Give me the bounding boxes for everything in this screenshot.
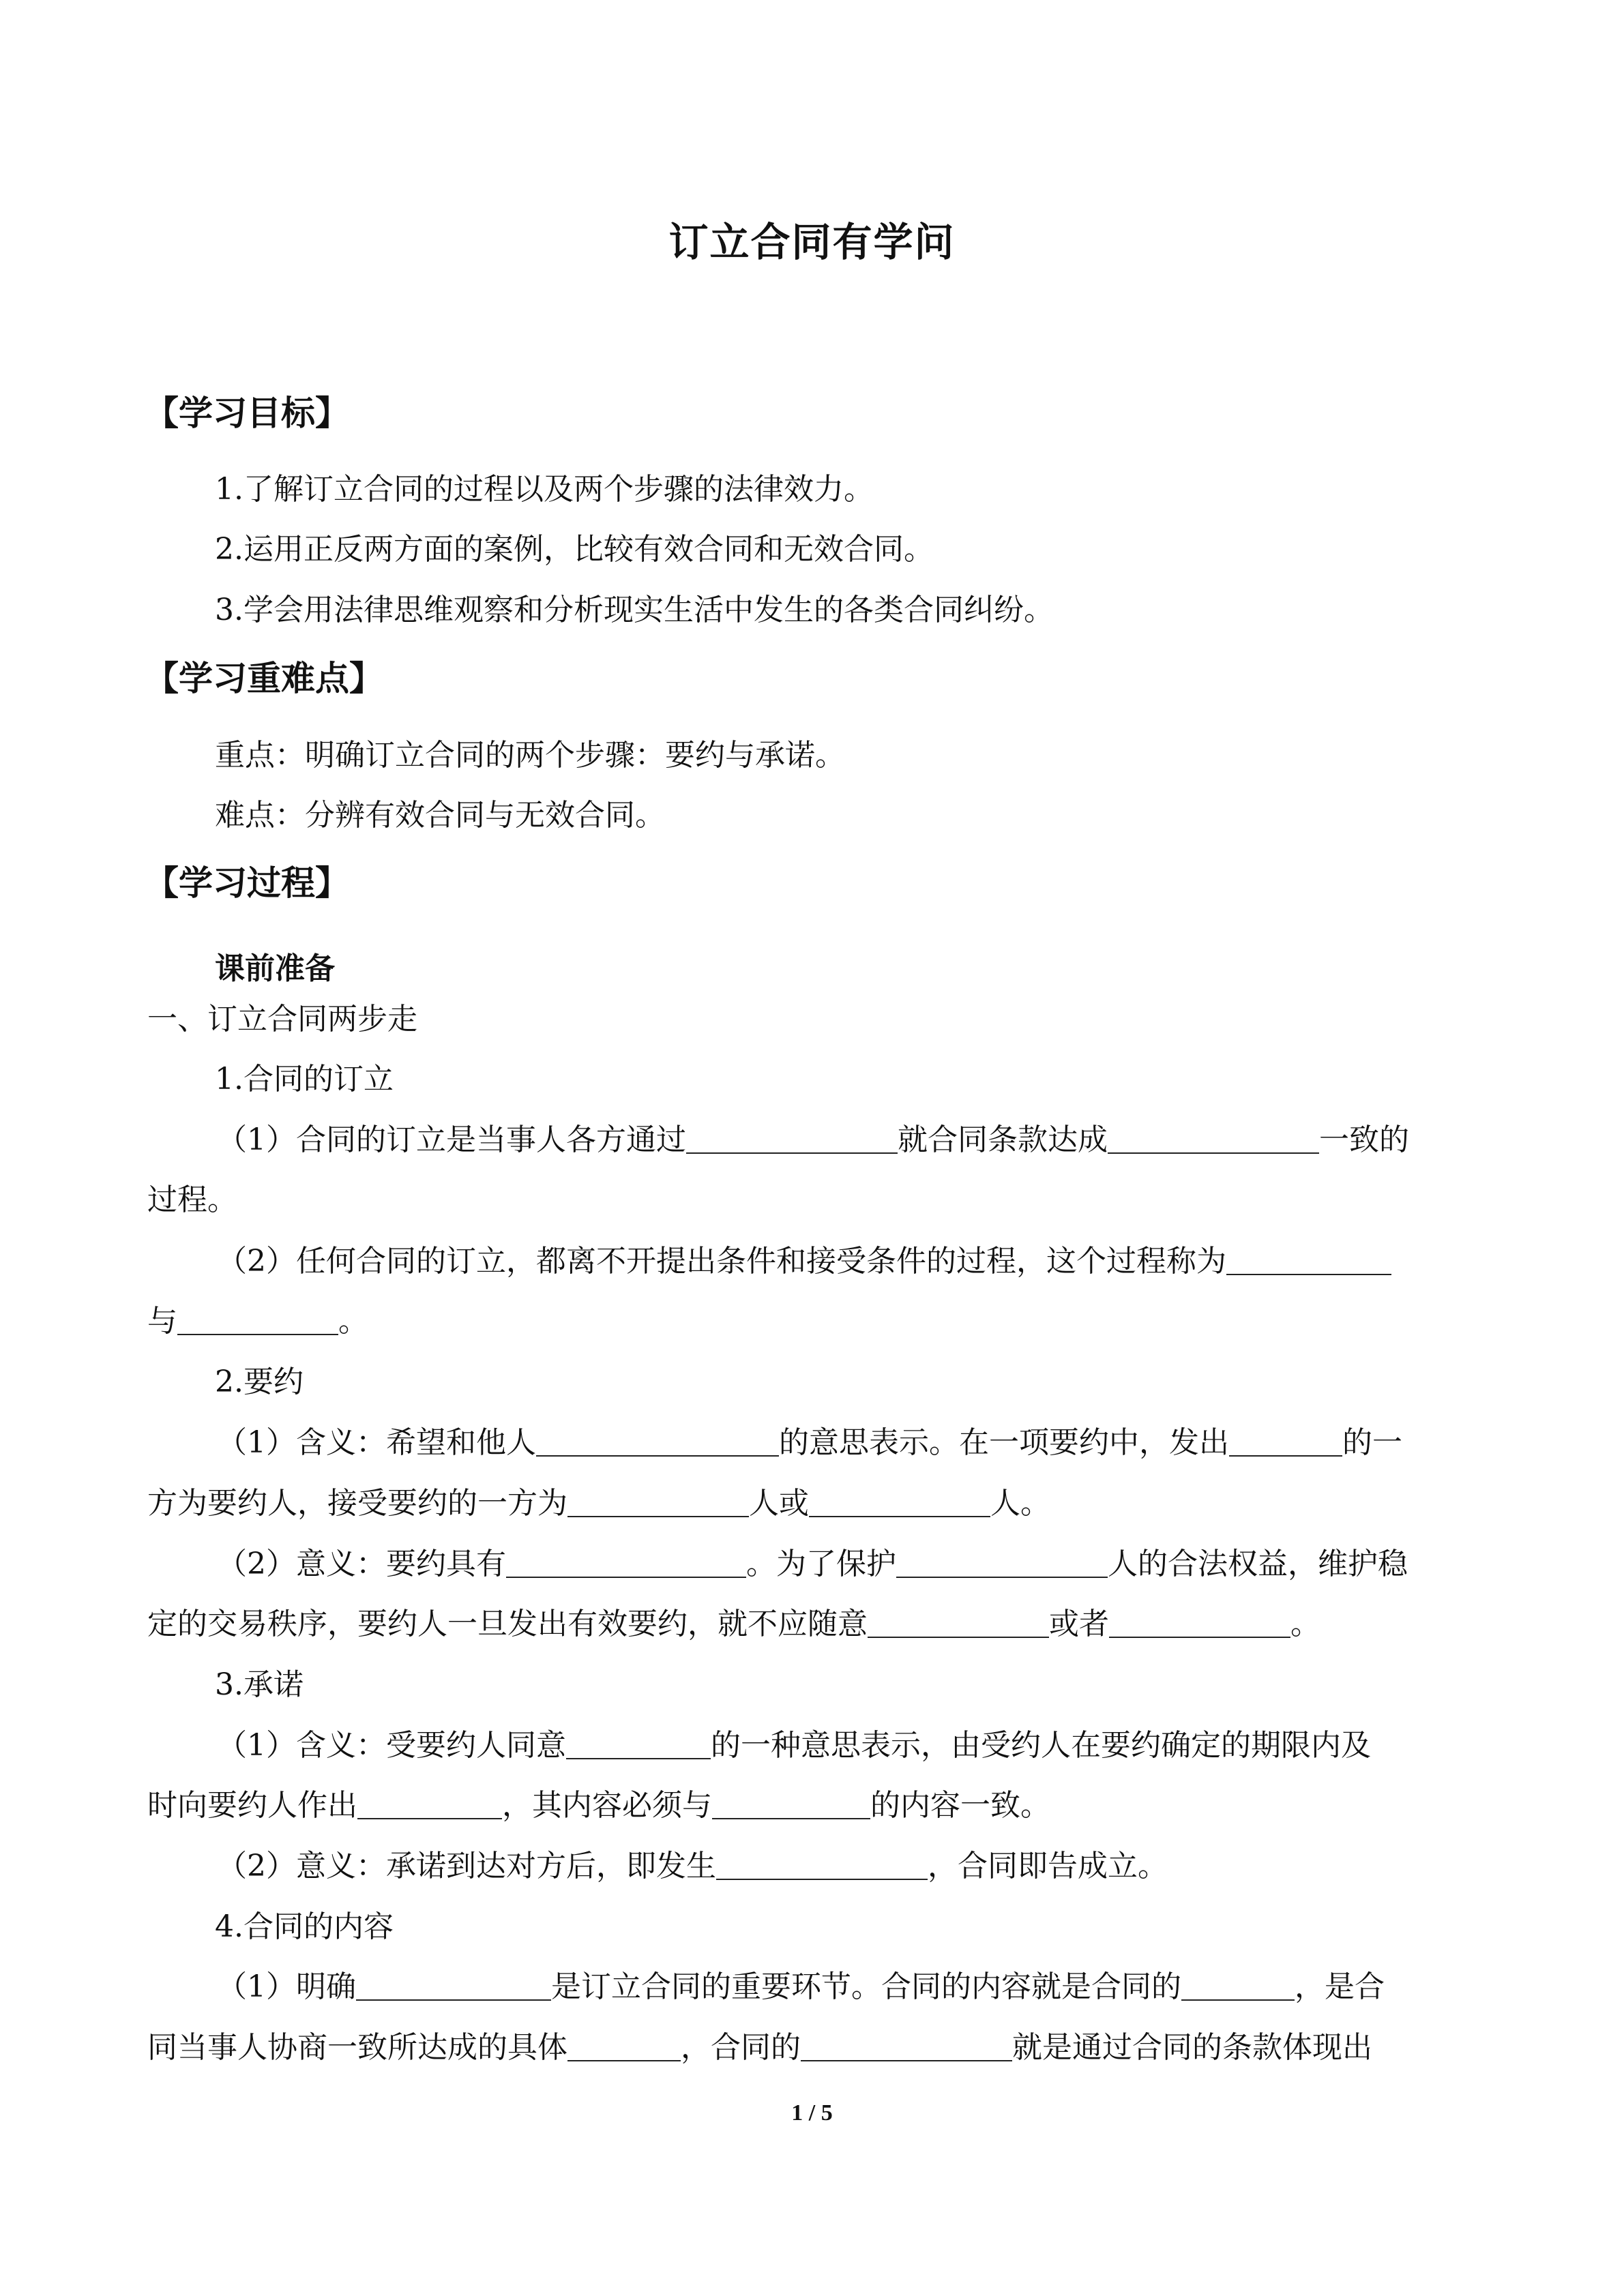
- fill-blank[interactable]: [357, 1788, 502, 1819]
- subsection-4-heading: 4.合同的内容: [215, 1909, 394, 1944]
- text: 。: [338, 1304, 368, 1339]
- text: ，合同即告成立。: [928, 1849, 1168, 1883]
- section-heading-difficulty: 【学习重难点】: [145, 659, 383, 698]
- text: 的内容一致。: [870, 1788, 1050, 1823]
- paragraph-2-2-line-1: [217, 1544, 1408, 1585]
- text: （1）明确: [217, 1969, 356, 2004]
- text: （1）含义：希望和他人: [217, 1425, 536, 1460]
- text: ，合同的: [681, 2030, 801, 2065]
- goal-item-3: 3.学会用法律思维观察和分析现实生活中发生的各类合同纠纷。: [215, 593, 1054, 627]
- text: 与: [147, 1304, 177, 1339]
- prep-heading: 课前准备: [215, 951, 335, 986]
- fill-blank[interactable]: [801, 2030, 1012, 2061]
- text: 或者: [1049, 1607, 1109, 1641]
- text: 人。: [990, 1486, 1050, 1521]
- section-heading-process: 【学习过程】: [145, 863, 349, 903]
- text: ，其内容必须与: [502, 1788, 712, 1823]
- fill-blank[interactable]: [536, 1425, 779, 1457]
- fill-blank[interactable]: [809, 1486, 990, 1517]
- fill-blank[interactable]: [1108, 1122, 1319, 1154]
- text: 方为要约人，接受要约的一方为: [147, 1486, 567, 1521]
- paragraph-1-1-line-1: [217, 1120, 1475, 1161]
- subsection-2-heading: 2.要约: [215, 1365, 304, 1399]
- paragraph-4-1-line-2: [147, 2027, 1372, 2068]
- paragraph-4-1-line-1: [217, 1967, 1385, 2008]
- text: 是订立合同的重要环节。合同的内容就是合同的: [551, 1969, 1181, 2004]
- text: 的意思表示。在一项要约中，发出: [779, 1425, 1229, 1460]
- section-heading-goals: 【学习目标】: [145, 393, 349, 433]
- text: 同当事人协商一致所达成的具体: [147, 2030, 567, 2065]
- fill-blank[interactable]: [1109, 1607, 1290, 1638]
- paragraph-3-1-line-1: [217, 1725, 1371, 1766]
- part-one-heading: 一、订立合同两步走: [147, 1002, 417, 1037]
- text: （2）意义：承诺到达对方后，即发生: [217, 1849, 716, 1883]
- paragraph-2-2-line-2: [147, 1604, 1320, 1645]
- text: 定的交易秩序，要约人一旦发出有效要约，就不应随意: [147, 1607, 868, 1641]
- goal-item-1: 1.了解订立合同的过程以及两个步骤的法律效力。: [215, 472, 874, 507]
- fill-blank[interactable]: [567, 1486, 749, 1517]
- text: 的一: [1342, 1425, 1402, 1460]
- text: 人的合法权益，维护稳: [1108, 1547, 1408, 1581]
- paragraph-1-2-line-1: [217, 1241, 1391, 1282]
- subsection-1-heading: 1.合同的订立: [215, 1062, 394, 1097]
- fill-blank[interactable]: [566, 1728, 711, 1759]
- text: 就合同条款达成: [898, 1122, 1108, 1157]
- fill-blank[interactable]: [868, 1607, 1049, 1638]
- goal-item-2: 2.运用正反两方面的案例，比较有效合同和无效合同。: [215, 532, 934, 567]
- fill-blank[interactable]: [1226, 1244, 1391, 1275]
- fill-blank[interactable]: [716, 1849, 928, 1880]
- text: 。为了保护: [746, 1547, 896, 1581]
- paragraph-2-1-line-2: [147, 1483, 1050, 1524]
- fill-blank[interactable]: [567, 2030, 681, 2061]
- text: 的一种意思表示，由受约人在要约确定的期限内及: [711, 1728, 1371, 1763]
- text: （2）任何合同的订立，都离不开提出条件和接受条件的过程，这个过程称为: [217, 1244, 1226, 1279]
- fill-blank[interactable]: [712, 1788, 870, 1819]
- text: 时向要约人作出: [147, 1788, 357, 1823]
- key-point: 重点：明确订立合同的两个步骤：要约与承诺。: [215, 738, 845, 773]
- text: 一致的: [1319, 1122, 1409, 1157]
- text: ，是合: [1295, 1969, 1385, 2004]
- fill-blank[interactable]: [177, 1304, 338, 1335]
- fill-blank[interactable]: [356, 1969, 551, 2001]
- fill-blank[interactable]: [1229, 1425, 1342, 1457]
- paragraph-3-2: [217, 1846, 1168, 1887]
- text: （2）意义：要约具有: [217, 1547, 506, 1581]
- paragraph-1-1-line-2: 过程。: [147, 1182, 237, 1217]
- text: 就是通过合同的条款体现出: [1012, 2030, 1372, 2065]
- paragraph-1-2-line-2: [147, 1301, 368, 1342]
- fill-blank[interactable]: [506, 1547, 746, 1578]
- hard-point: 难点：分辨有效合同与无效合同。: [215, 798, 665, 833]
- text: （1）合同的订立是当事人各方通过: [217, 1122, 686, 1157]
- text: 。: [1290, 1607, 1320, 1641]
- fill-blank[interactable]: [1181, 1969, 1295, 2001]
- page-number: 1 / 5: [791, 2100, 833, 2126]
- paragraph-2-1-line-1: [217, 1422, 1402, 1463]
- text: （1）含义：受要约人同意: [217, 1728, 566, 1763]
- subsection-3-heading: 3.承诺: [215, 1667, 304, 1702]
- text: 人或: [749, 1486, 809, 1521]
- paragraph-3-1-line-2: [147, 1785, 1050, 1826]
- fill-blank[interactable]: [686, 1122, 898, 1154]
- fill-blank[interactable]: [896, 1547, 1108, 1578]
- page-title: 订立合同有学问: [668, 219, 956, 265]
